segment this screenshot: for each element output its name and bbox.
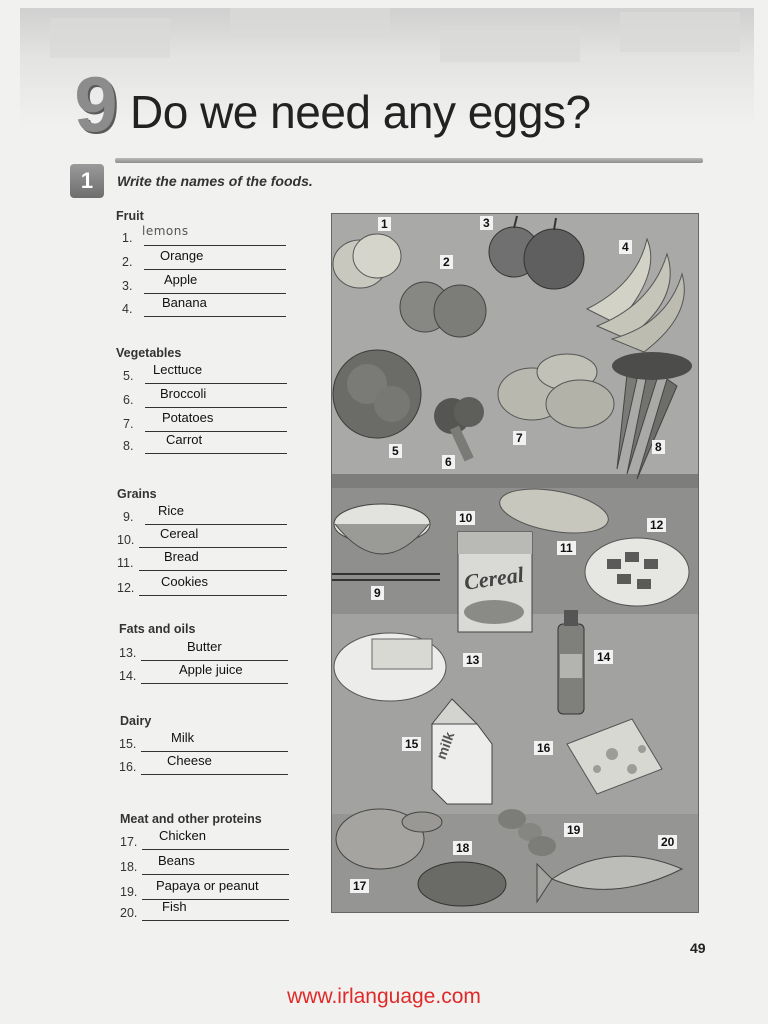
answer-text: Cookies: [161, 574, 208, 589]
answer-line: [144, 245, 286, 246]
item-number: 17.: [120, 835, 138, 849]
answer-line: [145, 524, 287, 525]
answer-line: [142, 849, 289, 850]
answer-line: [144, 293, 286, 294]
answer-field-7[interactable]: [123, 410, 287, 432]
answer-field-13[interactable]: [119, 639, 288, 661]
answer-line: [142, 874, 289, 875]
answer-line: [144, 269, 286, 270]
milk-carton-text: milk: [432, 729, 458, 762]
answer-text: Rice: [158, 503, 185, 518]
photo-label-3: 3: [480, 216, 493, 230]
item-number: 13.: [119, 646, 137, 660]
answer-text: Chicken: [159, 828, 206, 843]
answer-line: [145, 453, 287, 454]
photo-label-5: 5: [389, 444, 402, 458]
item-number: 8.: [123, 439, 134, 453]
answer-line: [141, 683, 288, 684]
answer-field-3[interactable]: [122, 272, 286, 294]
photo-label-13: 13: [463, 653, 482, 667]
category-heading-vegetables: Vegetables: [116, 346, 182, 360]
answer-line: [141, 774, 288, 775]
answer-field-9[interactable]: [123, 503, 287, 525]
category-heading-dairy: Dairy: [120, 714, 152, 728]
answer-text: lemons: [142, 224, 189, 238]
item-number: 16.: [119, 760, 137, 774]
answer-line: [145, 383, 287, 384]
item-number: 15.: [119, 737, 137, 751]
answer-text: Apple: [164, 272, 198, 287]
answer-line: [139, 595, 287, 596]
item-number: 11.: [117, 556, 134, 570]
photo-label-15: 15: [402, 737, 421, 751]
title-divider: [115, 158, 703, 163]
answer-text: Bread: [164, 549, 199, 564]
item-number: 6.: [123, 393, 134, 407]
answer-field-8[interactable]: [123, 432, 287, 454]
exercise-instruction: Write the names of the foods.: [117, 173, 313, 189]
item-number: 2.: [122, 255, 133, 269]
item-number: 7.: [123, 417, 134, 431]
food-illustration: [332, 214, 698, 912]
answer-field-20[interactable]: [120, 899, 289, 921]
answer-field-2[interactable]: [122, 248, 286, 270]
page-title: Do we need any eggs?: [130, 86, 591, 138]
answer-text: Potatoes: [162, 410, 214, 425]
answer-field-1[interactable]: [122, 224, 286, 246]
page-number: 49: [690, 940, 706, 956]
answer-field-10[interactable]: [117, 526, 287, 548]
photo-label-2: 2: [440, 255, 453, 269]
answer-text: Banana: [162, 295, 207, 310]
photo-label-12: 12: [647, 518, 666, 532]
photo-label-10: 10: [456, 511, 475, 525]
photo-label-4: 4: [619, 240, 632, 254]
item-number: 10.: [117, 533, 135, 547]
answer-line: [144, 316, 286, 317]
answer-text: Cheese: [167, 753, 212, 768]
answer-field-12[interactable]: [117, 574, 287, 596]
beans-image: [418, 862, 506, 906]
answer-field-11[interactable]: [117, 549, 287, 571]
item-number: 9.: [123, 510, 134, 524]
item-number: 12.: [117, 581, 135, 595]
photo-label-17: 17: [350, 879, 369, 893]
item-number: 20.: [120, 906, 138, 920]
answer-field-4[interactable]: [122, 295, 286, 317]
category-heading-fruit: Fruit: [116, 209, 144, 223]
photo-label-9: 9: [371, 586, 384, 600]
answer-line: [139, 547, 287, 548]
footer-website-link[interactable]: www.irlanguage.com: [287, 985, 481, 1008]
answer-text: Beans: [158, 853, 195, 868]
answer-field-5[interactable]: [123, 362, 287, 384]
item-number: 1.: [122, 231, 133, 245]
item-number: 3.: [122, 279, 133, 293]
answer-text: Apple juice: [179, 662, 243, 677]
item-number: 14.: [119, 669, 137, 683]
answer-field-15[interactable]: [119, 730, 288, 752]
photo-label-14: 14: [594, 650, 613, 664]
answer-line: [141, 660, 288, 661]
item-number: 18.: [120, 860, 138, 874]
photo-label-7: 7: [513, 431, 526, 445]
photo-label-19: 19: [564, 823, 583, 837]
photo-label-6: 6: [442, 455, 455, 469]
answer-line: [142, 920, 289, 921]
photo-label-11: 11: [557, 541, 576, 555]
photo-label-8: 8: [652, 440, 665, 454]
answer-line: [141, 751, 288, 752]
answer-text: Carrot: [166, 432, 203, 447]
exercise-number-badge: 1: [70, 164, 104, 198]
answer-text: Broccoli: [160, 386, 207, 401]
photo-label-16: 16: [534, 741, 553, 755]
photo-label-20: 20: [658, 835, 677, 849]
cookies-plate-image: [585, 538, 689, 606]
item-number: 4.: [122, 302, 133, 316]
category-heading-fats-and-oils: Fats and oils: [119, 622, 196, 636]
answer-line: [145, 407, 287, 408]
answer-text: Milk: [171, 730, 195, 745]
answer-text: Fish: [162, 899, 187, 914]
photo-label-1: 1: [378, 217, 391, 231]
answer-text: Cereal: [160, 526, 199, 541]
food-photo-panel: [331, 213, 699, 913]
unit-number: 9: [74, 60, 118, 148]
answer-field-17[interactable]: [120, 828, 289, 850]
answer-line: [139, 570, 287, 571]
item-number: 19.: [120, 885, 138, 899]
category-heading-meat-and-proteins: Meat and other proteins: [120, 812, 262, 826]
answer-field-6[interactable]: [123, 386, 287, 408]
answer-text: Orange: [160, 248, 204, 263]
answer-text: Papaya or peanut: [156, 878, 259, 893]
answer-field-19[interactable]: [120, 878, 289, 900]
item-number: 5.: [123, 369, 134, 383]
answer-field-18[interactable]: [120, 853, 289, 875]
category-heading-grains: Grains: [117, 487, 157, 501]
answer-text: Butter: [187, 639, 222, 654]
photo-label-18: 18: [453, 841, 472, 855]
answer-text: Lecttuce: [153, 362, 203, 377]
answer-field-14[interactable]: [119, 662, 288, 684]
cereal-box-text: Cereal: [462, 561, 526, 595]
answer-field-16[interactable]: [119, 753, 288, 775]
